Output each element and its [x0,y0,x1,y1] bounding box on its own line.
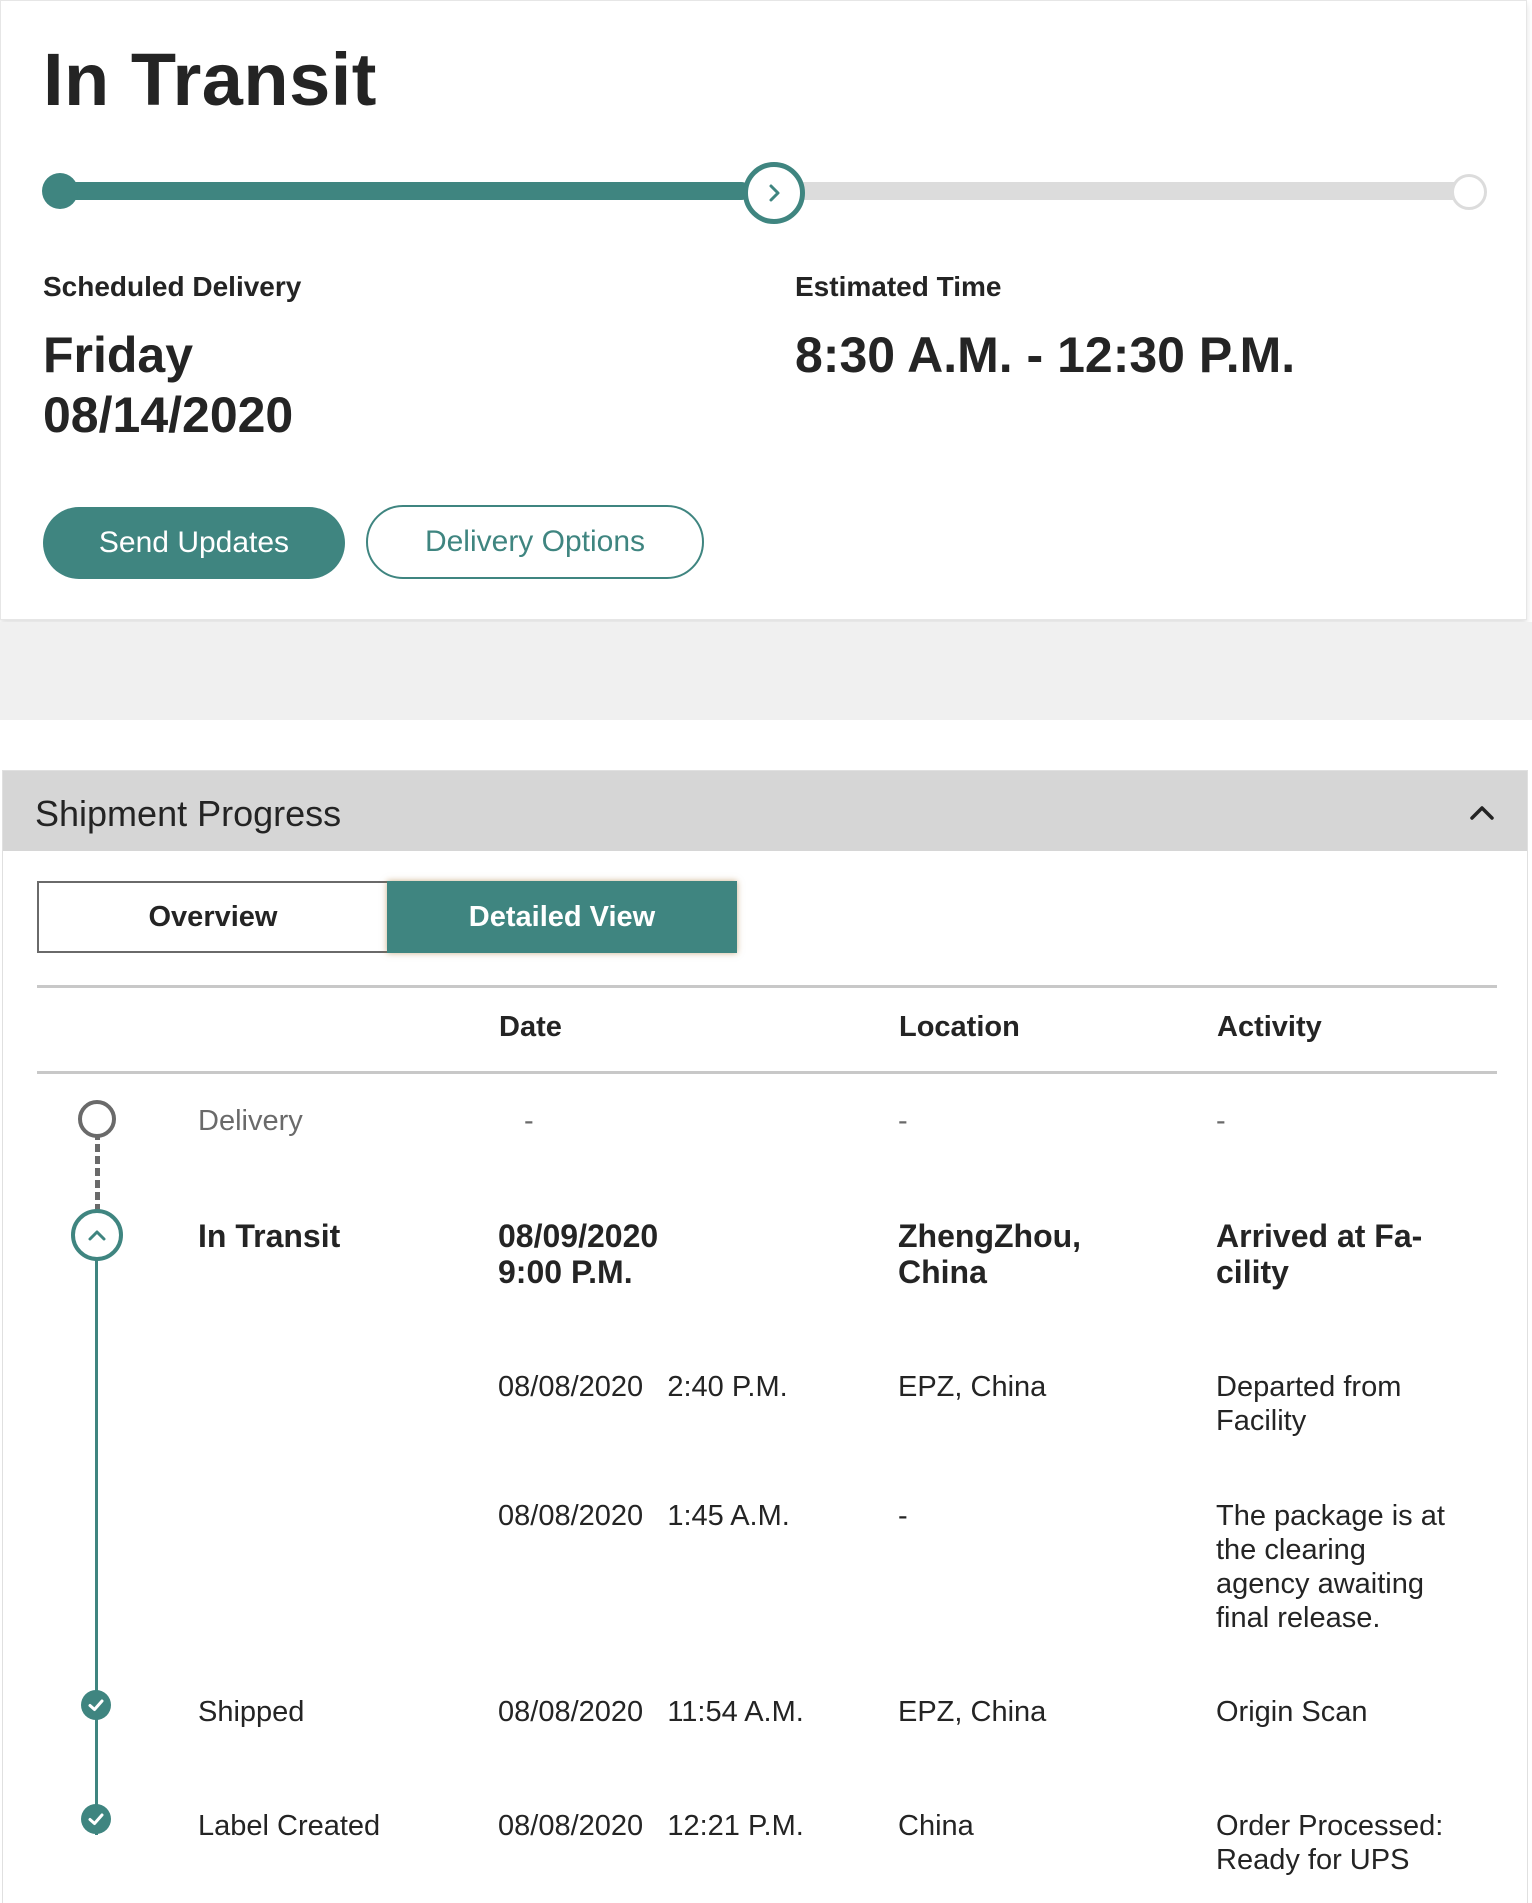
chevron-right-icon [762,181,786,205]
progress-current-marker [743,162,805,224]
row-label-created-stage: Label Created [198,1810,381,1842]
row-in-transit-activity-cont: cility [1216,1254,1289,1290]
row-event-3-activity-4: final release. [1216,1602,1381,1634]
estimated-time-window: 8:30 A.M. - 12:30 P.M. [795,327,1296,383]
row-event-3-activity-1: The package is at [1216,1500,1445,1532]
tab-overview[interactable]: Overview [148,900,278,933]
row-delivery-date: - [524,1105,534,1137]
shipment-progress-header[interactable] [3,771,1527,851]
row-event-3-date: 08/08/2020 1:45 A.M. [498,1500,790,1532]
row-in-transit-date: 08/09/2020 [498,1218,659,1254]
row-event-2-activity-cont: Facility [1216,1405,1307,1437]
row-in-transit-activity: Arrived at Fa- [1216,1218,1423,1254]
timeline-line [95,1257,98,1835]
estimated-time-label: Estimated Time [795,271,1002,302]
row-label-created-date: 08/08/2020 12:21 P.M. [498,1810,804,1842]
delivery-day: Friday [43,327,194,383]
column-header-activity: Activity [1217,1011,1322,1043]
status-card [0,0,1527,620]
progress-start-dot [42,173,78,209]
timeline-shipped-node [81,1690,111,1720]
timeline-label-created-node [81,1804,111,1834]
row-event-3-location: - [898,1500,908,1532]
column-header-date: Date [499,1011,562,1043]
progress-end-dot [1451,174,1487,210]
delivery-options-button[interactable]: Delivery Options [366,505,704,579]
chevron-up-icon[interactable] [1467,797,1497,827]
timeline-current-node[interactable] [71,1209,123,1261]
timeline-delivery-node [78,1100,116,1138]
row-event-2-date: 08/08/2020 2:40 P.M. [498,1371,788,1403]
row-delivery-stage: Delivery [198,1105,303,1137]
row-in-transit-location-country: China [898,1254,987,1290]
chevron-up-icon [86,1224,108,1246]
row-label-created-location: China [898,1810,974,1842]
progress-fill [59,182,750,200]
delivery-date: 08/14/2020 [43,387,294,443]
check-icon [87,1810,105,1828]
send-updates-button[interactable]: Send Updates [43,507,345,579]
row-in-transit-stage: In Transit [198,1218,341,1254]
row-event-2-location: EPZ, China [898,1371,1047,1403]
shipment-progress-section [2,770,1528,1903]
row-label-created-activity-cont: Ready for UPS [1216,1844,1410,1876]
section-divider [0,622,1532,720]
view-toggle [37,881,737,953]
row-event-3-activity-2: the clearing [1216,1534,1366,1566]
tab-detailed-view[interactable]: Detailed View [387,881,737,953]
row-shipped-date: 08/08/2020 11:54 A.M. [498,1696,804,1728]
row-in-transit-location: ZhengZhou, [898,1218,1082,1254]
table-top-rule [37,985,1497,988]
row-delivery-location: - [898,1105,908,1137]
timeline-dotted-segment [95,1132,100,1218]
row-shipped-activity: Origin Scan [1216,1696,1368,1728]
row-label-created-activity: Order Processed: [1216,1810,1444,1842]
table-header-rule [37,1071,1497,1074]
check-icon [87,1696,105,1714]
row-shipped-location: EPZ, China [898,1696,1047,1728]
status-title: In Transit [43,38,377,121]
shipment-progress-title: Shipment Progress [35,793,342,834]
row-shipped-stage: Shipped [198,1696,305,1728]
row-event-3-activity-3: agency awaiting [1216,1568,1424,1600]
row-event-2-activity: Departed from [1216,1371,1402,1403]
row-in-transit-time: 9:00 P.M. [498,1254,633,1290]
column-header-location: Location [899,1011,1020,1043]
scheduled-delivery-label: Scheduled Delivery [43,271,302,302]
row-delivery-activity: - [1216,1105,1226,1137]
